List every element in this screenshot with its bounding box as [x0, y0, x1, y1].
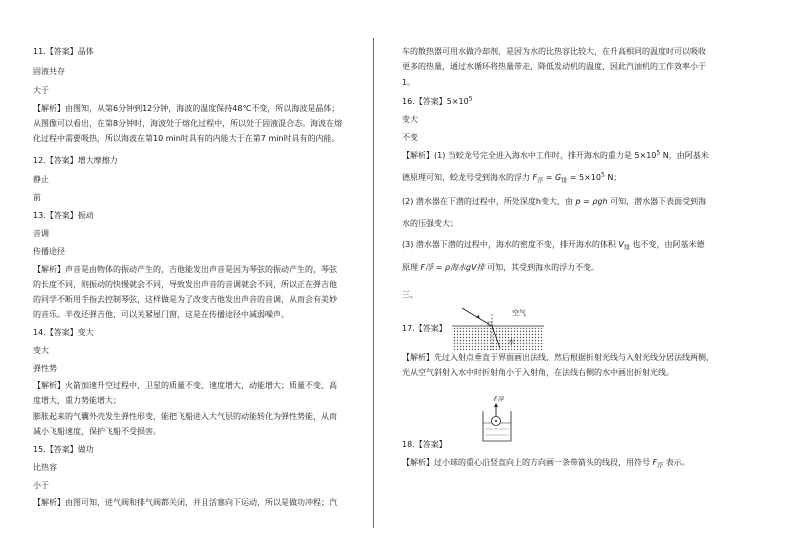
- q15-explanation-1: 【解析】由图可知，进气阀和排气阀都关闭，并且活塞向下运动，所以是做功冲程；汽: [33, 498, 337, 507]
- q16-answer: 16.【答案】$5\times 10^5$: [402, 95, 473, 106]
- q16-answer-3: 不变: [402, 133, 418, 142]
- q13-answer-3: 传播途径: [33, 247, 65, 256]
- q13-explanation-1: 【解析】声音是由物体的振动产生的，吉他能发出声音是因为琴弦的振动产生的，琴弦: [33, 265, 337, 274]
- q14-answer-2: 变大: [33, 346, 49, 355]
- q18-answer: 18.【答案】: [402, 440, 447, 449]
- q16-explanation-6: 原理 F浮 = ρ海水gV排 可知，其受到海水的浮力不变。: [402, 263, 600, 272]
- q13-answer-2: 音调: [33, 229, 49, 238]
- ball-center: [495, 420, 497, 422]
- q15-answer-2: 比热容: [33, 463, 57, 472]
- buoyancy-force-label: F浮: [494, 396, 504, 403]
- q14-answer: 14.【答案】变大: [33, 328, 94, 337]
- column-divider: [373, 38, 374, 528]
- q16-explanation-5: (3) 潜水器下潜的过程中，海水的密度不变，排开海水的体积 $V_排$ 也不变，由阿基米德: [402, 240, 705, 252]
- q17-explanation-1: 【解析】先过入射点垂直于界面画出法线，然后根据折射光线与入射光线分居法线两侧，: [402, 353, 714, 362]
- q15-explanation-4: 1。: [402, 78, 416, 87]
- q12-answer-3: 前: [33, 193, 41, 202]
- q15-explanation-2: 车的散热器可用水做冷却剂，是因为水的比热容比较大，在升高相同的温度时可以吸收: [402, 47, 706, 56]
- q12-answer-2: 静止: [33, 175, 49, 184]
- q14-explanation-4: 减小飞船速度，保护飞船不受损害。: [33, 427, 161, 436]
- q15-answer: 15.【答案】做功: [33, 445, 94, 454]
- q18-buoyancy-diagram: [477, 393, 517, 445]
- q11-answer: 11.【答案】晶体: [33, 47, 94, 56]
- q16-explanation-2: 德原理可知，蛟龙号受到海水的浮力 $F_浮 = G_排 = 5\times 10^5$ N；: [402, 171, 622, 185]
- q18-explanation-1: 【解析】过小球的重心沿竖直向上的方向画一条带箭头的线段，用符号 $F_浮$ 表示。: [402, 458, 690, 470]
- air-label: 空气: [512, 309, 526, 317]
- q17-refraction-diagram: [450, 300, 550, 352]
- q11-answer-2: 固液共存: [33, 67, 65, 76]
- q11-answer-3: 大于: [33, 86, 49, 95]
- arrow-head-icon: [494, 403, 498, 407]
- q14-explanation-2: 度增大，重力势能增大；: [33, 396, 121, 405]
- q14-explanation-3: 膨胀起来的气囊外壳发生弹性形变，能把飞船进入大气层的动能转化为弹性势能，从而: [33, 412, 337, 421]
- q13-explanation-2: 的长度不同，则振动的快慢就会不同，导致发出声音的音调就会不同，所以正在弹吉他: [33, 280, 337, 289]
- q13-explanation-3: 的同学不断用手指去控制琴弦，这样做是为了改变吉他发出声音的音调，从而会有美妙: [33, 295, 337, 304]
- water-region: [452, 326, 544, 350]
- q15-explanation-3: 更多的热量，通过水循环将热量带走，降低发动机的温度，因此汽油机的工作效率小于: [402, 62, 706, 71]
- q12-answer: 12.【答案】增大摩擦力: [33, 156, 118, 165]
- q14-explanation-1: 【解析】火箭加速升空过程中，卫星的质量不变、速度增大，动能增大；质量不变、高: [33, 381, 337, 390]
- q11-explanation-2: 从图像可以看出，在第8分钟时，海波处于熔化过程中，所以处于固液混合态。海波在熔: [33, 119, 343, 128]
- container: [483, 411, 511, 441]
- q14-answer-3: 弹性势: [33, 364, 57, 373]
- q17-answer: 17.【答案】: [402, 324, 447, 333]
- q15-answer-3: 小于: [33, 481, 49, 490]
- q13-explanation-4: 的音乐。半夜还弹吉他，可以关紧屋门窗，这是在传播途径中减弱噪声。: [33, 310, 289, 319]
- q17-explanation-2: 光从空气斜射入水中时折射角小于入射角，在法线右侧的水中画出折射光线。: [402, 368, 674, 377]
- q16-explanation-3: (2) 潜水器在下潜的过程中，所处深度h变大，由 p = ρgh 可知，潜水器下表面受到海: [402, 197, 707, 206]
- water-label: 水: [508, 338, 515, 346]
- q13-answer: 13.【答案】振动: [33, 211, 94, 220]
- q11-explanation-1: 【解析】由图知，从第6分钟到12分钟，海波的温度保持48℃不变，所以海波是晶体；: [33, 104, 340, 113]
- q16-explanation-4: 水的压强变大；: [402, 219, 458, 228]
- q11-explanation-3: 化过程中需要吸热，所以海波在第10 min时具有的内能大于在第7 min时具有的内能。: [33, 134, 340, 143]
- q16-explanation-1: 【解析】(1) 当蛟龙号完全进入海水中工作时，排开海水的重力是 $5\times 10^5$ N，由阿基米: [402, 149, 709, 160]
- q16-answer-2: 变大: [402, 115, 418, 124]
- section-three-heading: 三、: [402, 290, 418, 299]
